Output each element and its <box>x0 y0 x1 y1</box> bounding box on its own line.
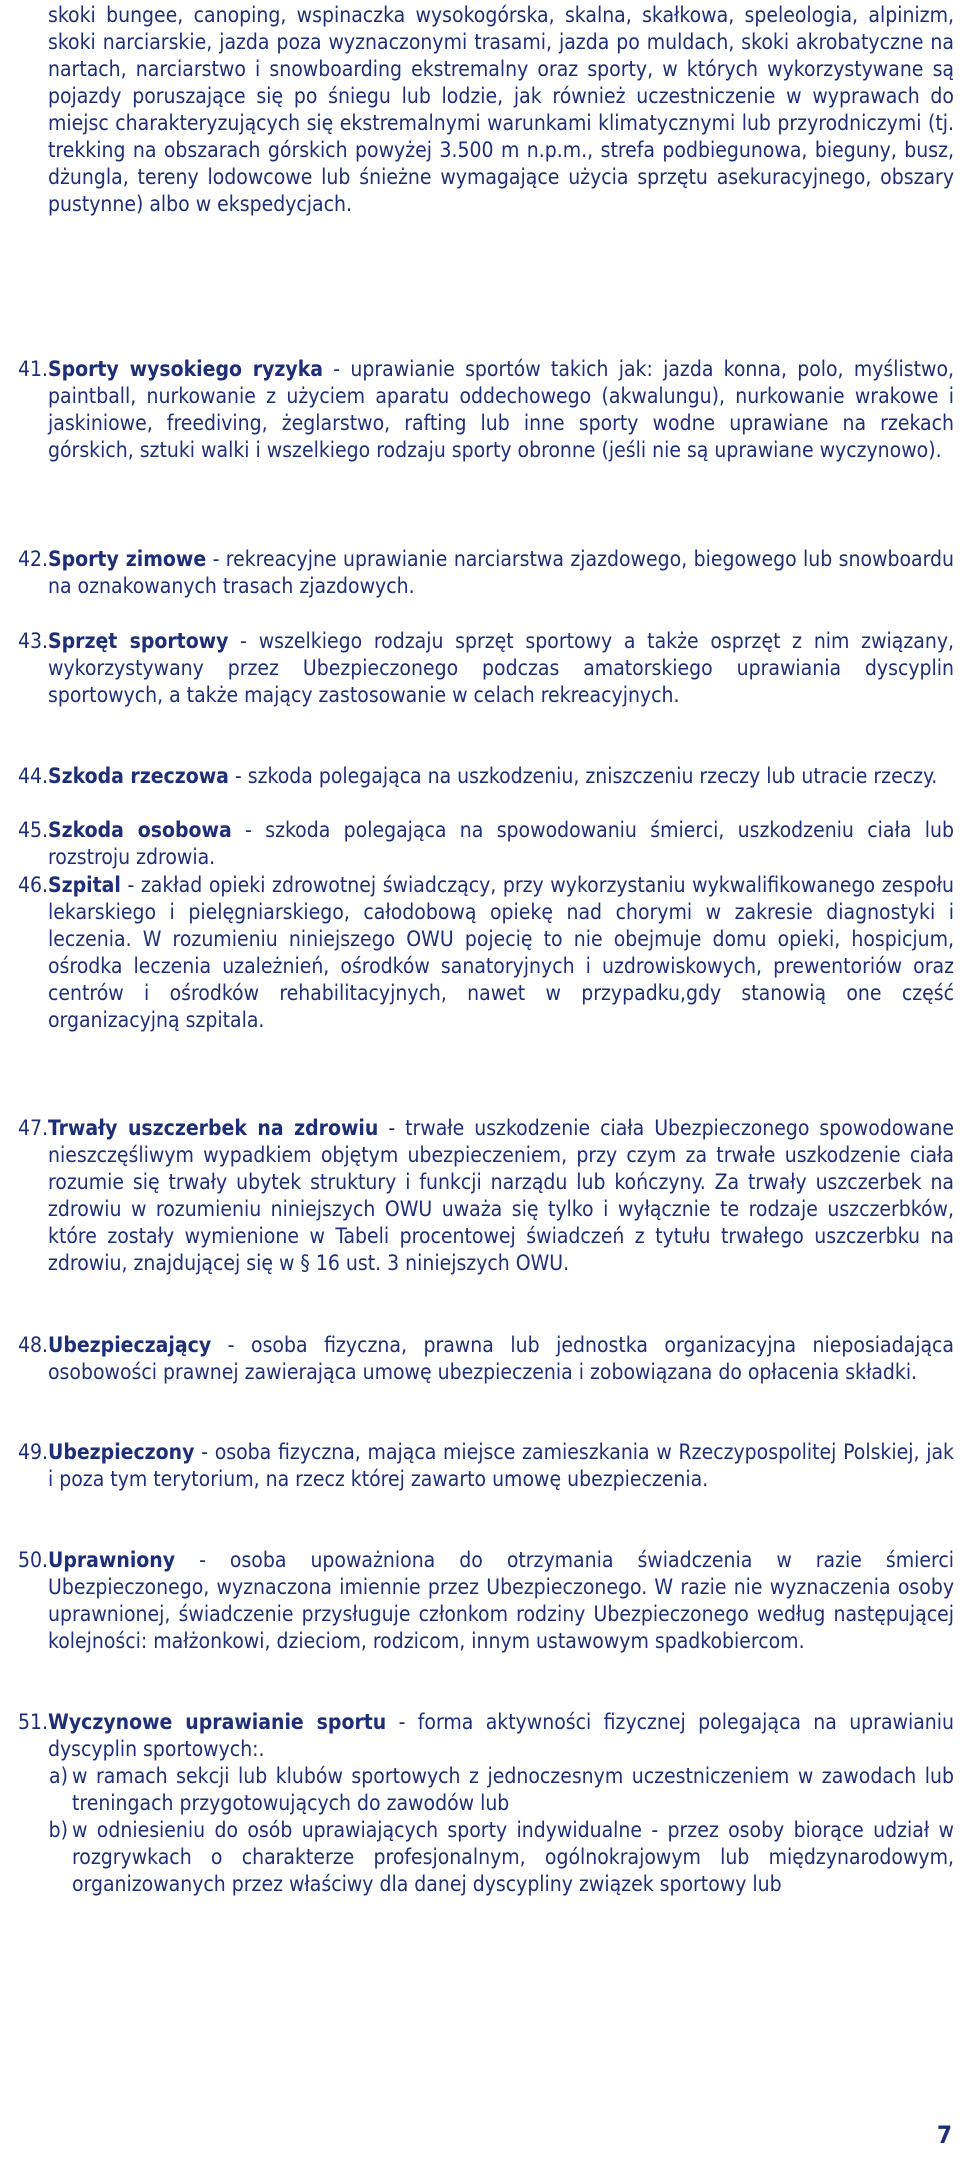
definition-number: 47. <box>17 1116 48 1140</box>
definition-text: - uprawianie sportów takich jak: jazda konna, polo, myślistwo, paintball, nurkowanie z użyciem aparatu oddechowego (akwalungu), nurkowanie wrakowe i jaskiniowe, freediving, żeglarstwo, rafting lub inne sporty wodne uprawiane na rzekach górskich, sztuki walki i wszelkiego rodzaju sporty obronne (jeśli nie są uprawiane wyczynowo). <box>48 357 954 462</box>
definition-term: Ubezpieczony <box>48 1440 195 1464</box>
definition-number: 45. <box>17 818 48 842</box>
definition-number: 43. <box>17 629 48 653</box>
definition-text: - osoba upoważniona do otrzymania świadczenia w razie śmierci Ubezpieczonego, wyznaczona imiennie przez Ubezpieczonego. W razie nie wyznaczenia osoby uprawnionej, świadczenie przysługuje członkom rodziny Ubezpieczonego według następującej kolejności: małżonkowi, dzieciom, rodzicom, innym ustawowym spadkobiercom. <box>48 1548 954 1653</box>
definition-number: 50. <box>17 1548 48 1572</box>
definition-text: - wszelkiego rodzaju sprzęt sportowy a także osprzęt z nim związany, wykorzystywany przez Ubezpieczonego podczas amatorskiego uprawiania dyscyplin sportowych, a także mający zastosowanie w celach rekreacyjnych. <box>48 629 954 707</box>
definition-term: Sprzęt sportowy <box>48 629 229 653</box>
definition-term: Trwały uszczerbek na zdrowiu <box>48 1116 379 1140</box>
definition-text: - szkoda polegająca na spowodowaniu śmierci, uszkodzeniu ciała lub rozstroju zdrowia. <box>48 818 954 869</box>
definition-term: Ubezpieczający <box>48 1333 212 1357</box>
definition-number: 44. <box>17 764 48 788</box>
intro-paragraph: skoki bungee, canoping, wspinaczka wysokogórska, skalna, skałkowa, speleologia, alpinizm, skoki narciarskie, jazda poza wyznaczonymi trasami, jazda po muldach, skoki akrobatyczne na nartach, narciarstwo i snowboarding ekstremalny oraz sporty, w których wykorzystywane są pojazdy poruszające się po śniegu lub lodzie, jak również uczestniczenie w wyprawach do miejsc charakteryzujących się ekstremalnymi warunkami klimatycznymi lub przyrodniczymi (tj. trekking na obszarach górskich powyżej 3.500 m n.p.m., strefa podbiegunowa, bieguny, busz, dżungla, tereny lodowcowe lub śnieżne wymagające użycia sprzętu asekuracyjnego, obszary pustynne) albo w ekspedycjach. <box>48 3 954 216</box>
definition-number: 46. <box>17 873 48 897</box>
definition-term: Szpital <box>48 873 121 897</box>
definition-term: Szkoda osobowa <box>48 818 232 842</box>
definition-text: - forma aktywności fizycznej polegająca na uprawianiu dyscyplin sportowych:. <box>48 1710 955 1761</box>
definition-number: 42. <box>17 547 48 571</box>
definition-text: - szkoda polegająca na uszkodzeniu, zniszczeniu rzeczy lub utracie rzeczy. <box>228 764 938 788</box>
definition-text: - zakład opieki zdrowotnej świadczący, przy wykorzystaniu wykwalifikowanego zespołu lekarskiego i pielęgniarskiego, całodobową opiekę nad chorymi w zakresie diagnostyki i leczenia. W rozumieniu niniejszego OWU pojecię to nie obejmuje domu opieki, hospicjum, ośrodka leczenia uzależnień, ośrodków sanatoryjnych i uzdrowiskowych, prewentoriów oraz centrów i ośrodków rehabilitacyjnych, nawet w przypadku,gdy stanowią one część organizacyjną szpitala. <box>48 873 954 1032</box>
definition-term: Uprawniony <box>48 1548 176 1572</box>
definition-term: Szkoda rzeczowa <box>48 764 229 788</box>
definition-term: Sporty zimowe <box>48 547 207 571</box>
definition-text: - osoba fizyczna, prawna lub jednostka organizacyjna nieposiadająca osobowości prawnej zawierająca umowę ubezpieczenia i zobowiązana do opłacenia składki. <box>48 1333 954 1384</box>
sub-item-letter: b) <box>48 1818 68 1842</box>
definition-text: - osoba fizyczna, mająca miejsce zamieszkania w Rzeczypospolitej Polskiej, jak i poza tym terytorium, na rzecz której zawarto umowę ubezpieczenia. <box>48 1440 954 1491</box>
definition-text: - trwałe uszkodzenie ciała Ubezpieczonego spowodowane nieszczęśliwym wypadkiem objętym ubezpieczeniem, przy czym za trwałe uszkodzenie ciała rozumie się trwały ubytek struktury i funkcji narządu lub kończyny. Za trwały uszczerbek na zdrowiu w rozumieniu niniejszych OWU uważa się tylko i wyłącznie te rodzaje uszczerbków, które zostały wymienione w Tabeli procentowej świadczeń z tytułu trwałego uszczerbku na zdrowiu, znajdującej się w § 16 ust. 3 niniejszych OWU. <box>48 1116 955 1275</box>
definition-term: Wyczynowe uprawianie sportu <box>48 1710 387 1734</box>
sub-item-text: w ramach sekcji lub klubów sportowych z jednoczesnym uczestniczeniem w zawodach lub treningach przygotowujących do zawodów lub <box>72 1764 954 1815</box>
definition-number: 48. <box>17 1333 48 1357</box>
sub-item-text: w odniesieniu do osób uprawiających sporty indywidualne - przez osoby biorące udział w rozgrywkach o charakterze profesjonalnym, ogólnokrajowym lub międzynarodowym, organizowanych przez właściwy dla danej dyscypliny związek sportowy lub <box>72 1818 954 1896</box>
definition-number: 51. <box>17 1710 48 1734</box>
definition-number: 41. <box>17 357 48 381</box>
page-number: 7 <box>936 2121 952 2149</box>
definition-number: 49. <box>17 1440 48 1464</box>
definition-term: Sporty wysokiego ryzyka <box>48 357 324 381</box>
definition-text: - rekreacyjne uprawianie narciarstwa zjazdowego, biegowego lub snowboardu na oznakowanych trasach zjazdowych. <box>48 547 955 598</box>
sub-item-letter: a) <box>49 1764 68 1788</box>
